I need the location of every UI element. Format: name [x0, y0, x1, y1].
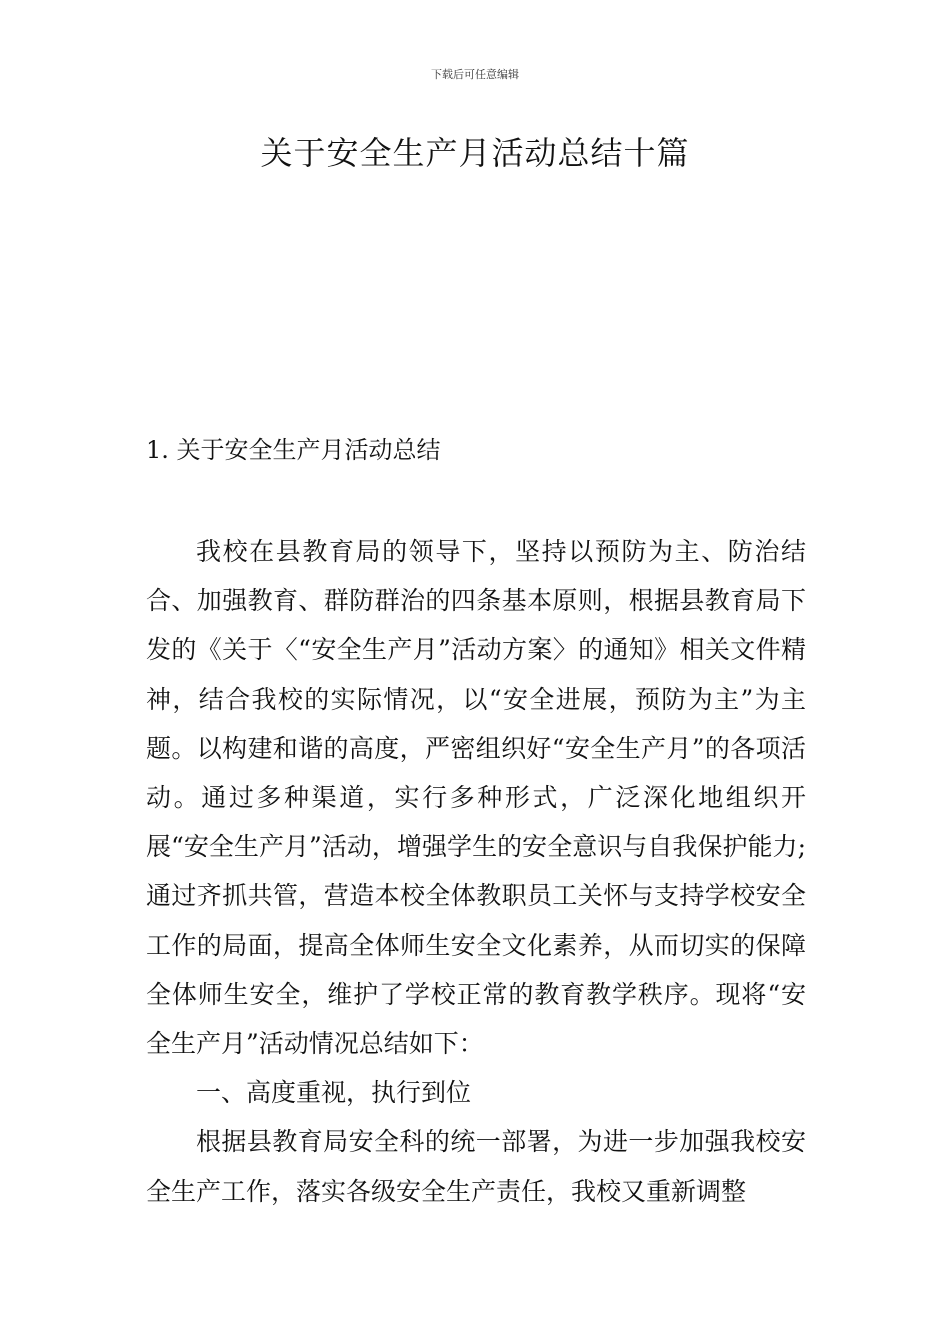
header-note: 下载后可任意编辑: [431, 68, 519, 81]
subsection-heading: 一、高度重视，执行到位: [196, 1078, 472, 1108]
section-heading: 1. 关于安全生产月活动总结: [146, 436, 441, 464]
body-paragraph: 我校在县教育局的领导下，坚持以预防为主、防治结合、加强教育、群防群治的四条基本原则，根据县教育局下发的《关于〈“安全生产月”活动方案〉的通知》相关文件精神，结合我校的实际情况，以“安全进展，预防为主”为主题。以构建和谐的高度，严密组织好“安全生产月”的各项活动。通过多种渠道，实行多种形式，广泛深化地组织开展“安全生产月”活动，增强学生的安全意识与自我保护能力;通过齐抓共管，营造本校全体教职员工关怀与支持学校安全工作的局面，提高全体师生安全文化素养，从而切实的保障全体师生安全，维护了学校正常的教育教学秩序。现将“安全生产月”活动情况总结如下：: [146, 537, 806, 1059]
body-paragraph: 根据县教育局安全科的统一部署，为进一步加强我校安全生产工作，落实各级安全生产责任，我校又重新调整: [146, 1127, 806, 1206]
document-body: [146, 527, 806, 1216]
document-title: 关于安全生产月活动总结十篇: [260, 134, 690, 172]
